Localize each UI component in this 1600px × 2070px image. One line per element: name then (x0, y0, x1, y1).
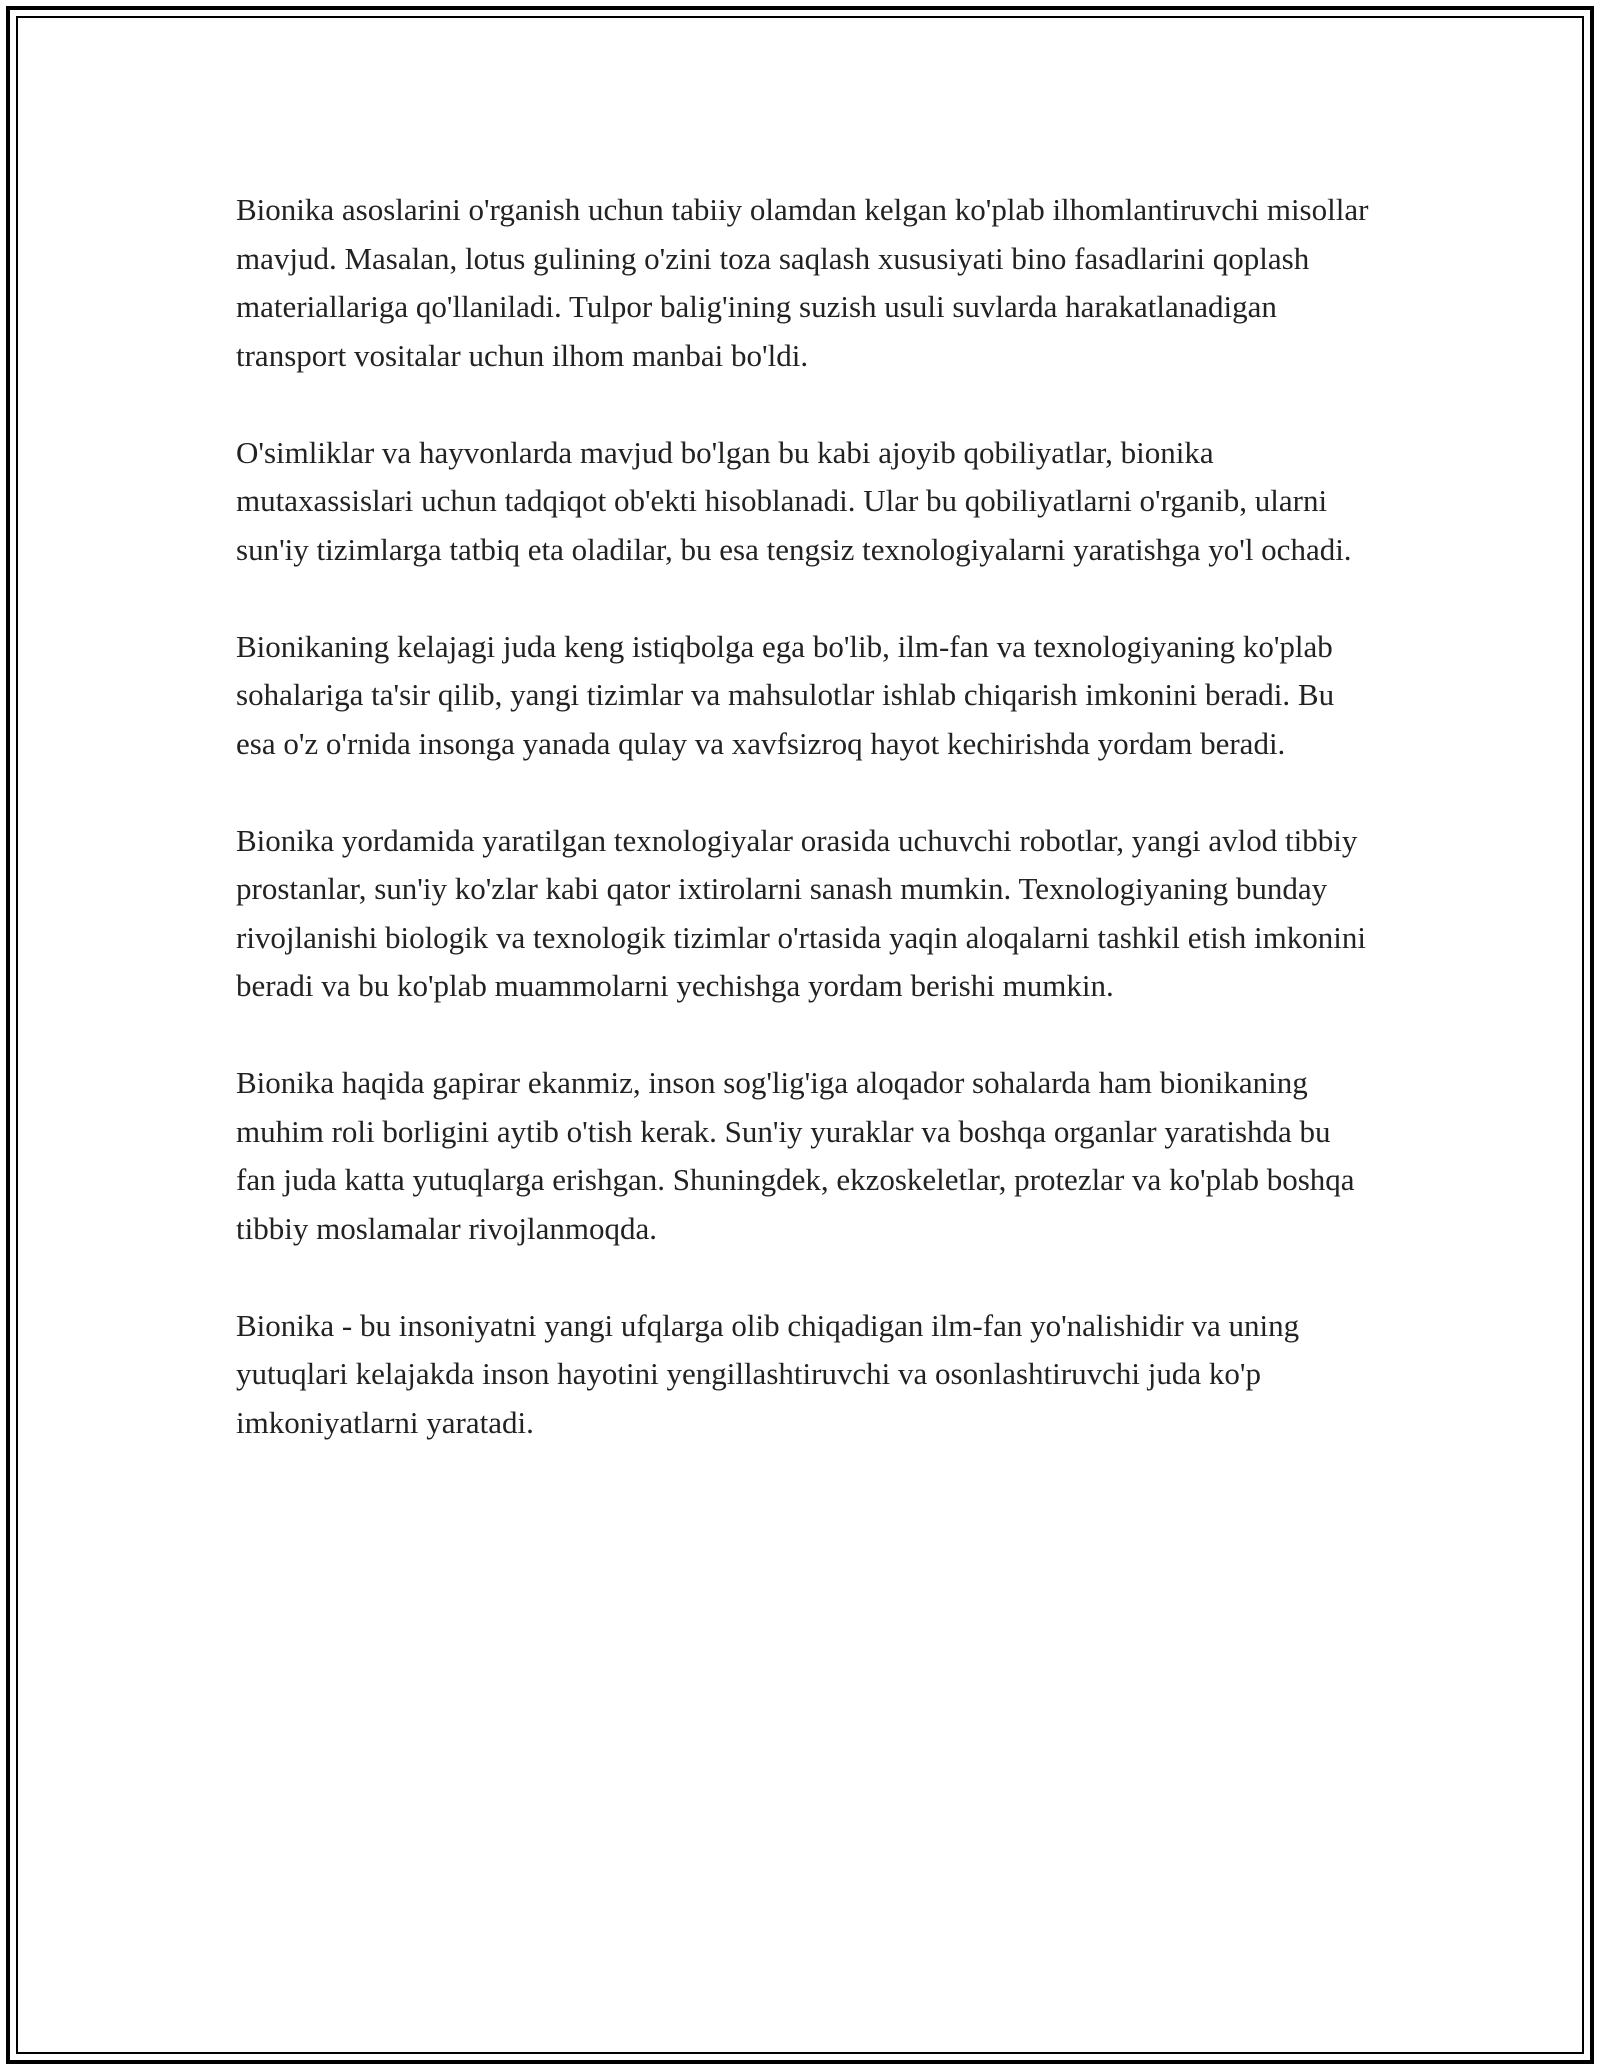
paragraph-5: Bionika haqida gapirar ekanmiz, inson sog'lig'iga aloqador sohalarda ham bionikaning muhim roli borligini aytib o'tish kerak. Sun'iy yuraklar va boshqa organlar yaratishda bu fan juda katta yutuqlarga erishgan. Shuningdek, ekzoskeletlar, protezlar va ko'plab boshqa tibbiy moslamalar rivojlanmoqda. (236, 1065, 1355, 1246)
paragraph-4: Bionika yordamida yaratilgan texnologiyalar orasida uchuvchi robotlar, yangi avlod tibbiy prostanlar, sun'iy ko'zlar kabi qator ixtirolarni sanash mumkin. Texnologiyaning bunday rivojlanishi biologik va texnologik tizimlar o'rtasida yaqin aloqalarni tashkil etish imkonini beradi va bu ko'plab muammolarni yechishga yordam berishi mumkin. (236, 822, 1367, 1003)
document-body (236, 186, 1376, 1496)
paragraph-6: Bionika - bu insoniyatni yangi ufqlarga olib chiqadigan ilm-fan yo'nalishidir va uning yutuqlari kelajakda inson hayotini yengillashtiruvchi va osonlashtiruvchi juda ko'p imkoniyatlarni yaratadi. (236, 1307, 1300, 1440)
paragraph-2: O'simliklar va hayvonlarda mavjud bo'lgan bu kabi ajoyib qobiliyatlar, bionika mutaxassislari uchun tadqiqot ob'ekti hisoblanadi. Ular bu qobiliyatlarni o'rganib, ularni sun'iy tizimlarga tatbiq eta oladilar, bu esa tengsiz texnologiyalarni yaratishga yo'l ochadi. (236, 434, 1352, 567)
paragraph-1: Bionika asoslarini o'rganish uchun tabiiy olamdan kelgan ko'plab ilhomlantiruvchi misollar mavjud. Masalan, lotus gulining o'zini toza saqlash xususiyati bino fasadlarini qoplash materiallariga qo'llaniladi. Tulpor balig'ining suzish usuli suvlarda harakatlanadigan transport vositalar uchun ilhom manbai bo'ldi. (236, 192, 1369, 373)
paragraph-3: Bionikaning kelajagi juda keng istiqbolga ega bo'lib, ilm-fan va texnologiyaning ko'plab sohalariga ta'sir qilib, yangi tizimlar va mahsulotlar ishlab chiqarish imkonini beradi. Bu esa o'z o'rnida insonga yanada qulay va xavfsizroq hayot kechirishda yordam beradi. (236, 628, 1335, 761)
